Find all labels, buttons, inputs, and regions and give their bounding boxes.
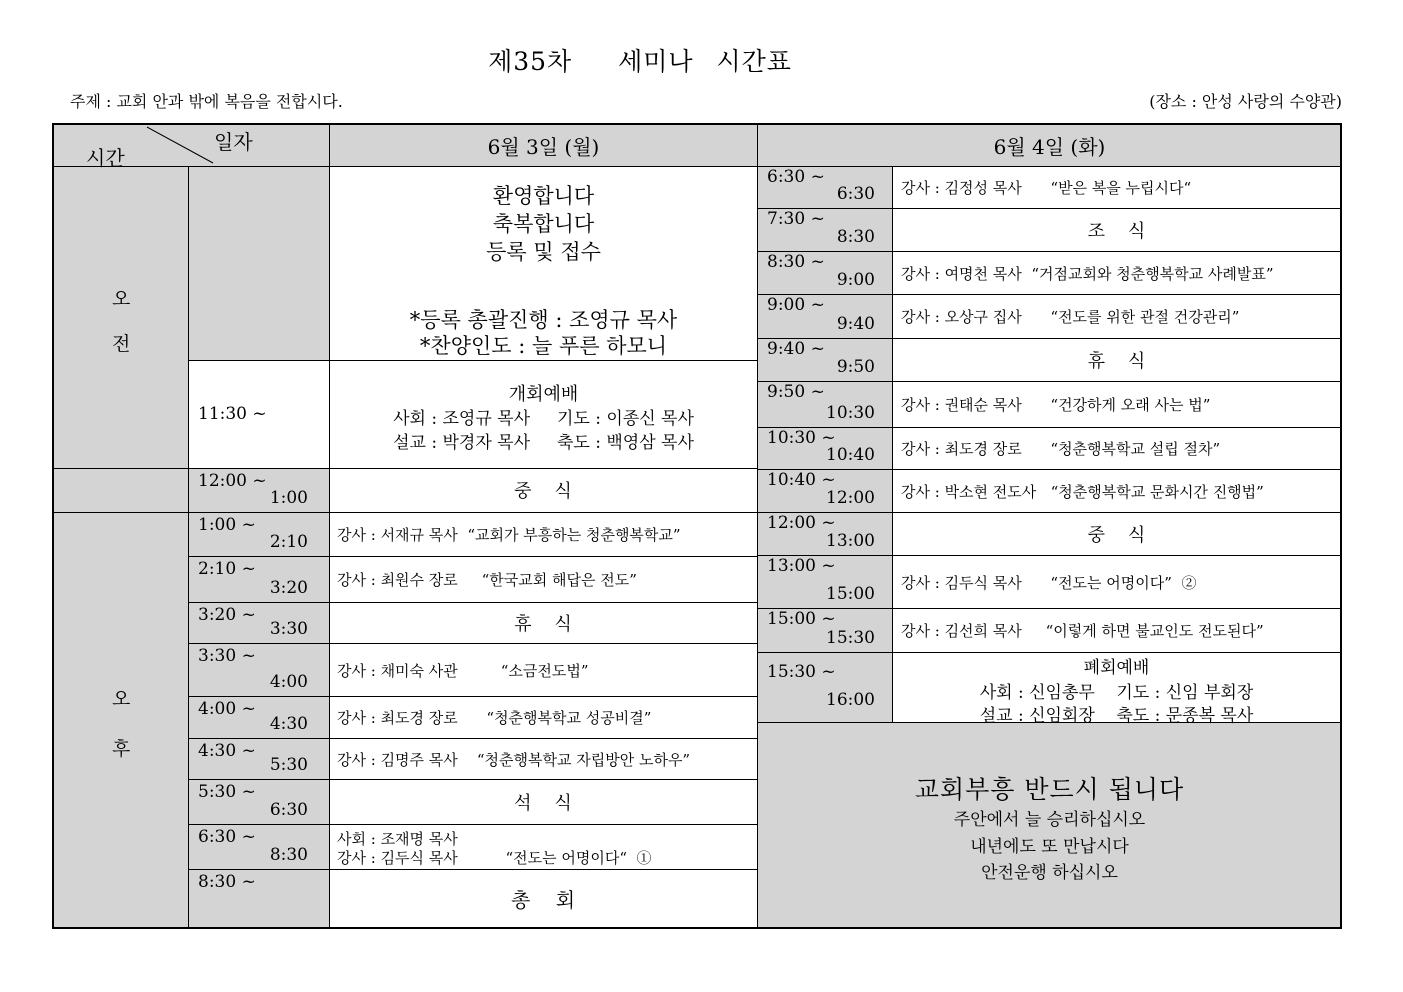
day1-break: 중 식 — [514, 481, 572, 502]
day2-slot-end: 12:00 — [826, 488, 875, 508]
welcome-line-3: 등록 및 접수 — [486, 240, 601, 264]
day2-slot-end: 10:30 — [826, 403, 875, 423]
seminar-place: (장소 : 안성 사랑의 수양관) — [1149, 92, 1342, 111]
farewell-line-1: 주안에서 늘 승리하십시오 — [953, 810, 1146, 830]
day1-lecture: 강사 : 김명주 목사 “청춘행복학교 자립방안 노하우” — [337, 750, 691, 769]
day2-break: 휴 식 — [1087, 350, 1146, 372]
day2-slot-end: 13:00 — [826, 531, 875, 551]
period-pm-2: 후 — [112, 738, 131, 760]
day2-slot-start: 9:40 ~ — [767, 339, 825, 359]
opening-line-2: 설교 : 박경자 목사 축도 : 백영삼 목사 — [393, 433, 694, 453]
day2-slot-start: 12:00 ~ — [767, 513, 836, 533]
farewell-line-2: 내년에도 또 만납시다 — [970, 837, 1129, 857]
day1-slot-start: 12:00 ~ — [198, 471, 267, 491]
day1-session-lecture: 강사 : 김두식 목사 “전도는 어명이다“ ① — [337, 849, 652, 867]
day1-session-host: 사회 : 조재명 목사 — [337, 830, 458, 848]
day2-slot-end: 6:30 — [836, 184, 875, 204]
day1-lecture: 강사 : 서재규 목사 “교회가 부흥하는 청춘행복학교” — [337, 526, 681, 544]
day1-slot-start: 4:00 ~ — [198, 699, 256, 719]
header-time-label: 시간 — [86, 146, 125, 170]
day2-slot-end: 15:30 — [826, 628, 875, 648]
day1-slot-end: 1:00 — [269, 488, 308, 508]
day1-slot-start: 8:30 ~ — [198, 872, 256, 892]
day1-lecture: 강사 : 최원수 장로 “한국교회 해답은 전도” — [337, 571, 637, 589]
day1-slot-start: 4:30 ~ — [198, 741, 256, 761]
day2-slot-end: 8:30 — [836, 227, 875, 247]
day2-slot-start: 10:30 ~ — [767, 428, 836, 448]
day1-slot-start: 3:30 ~ — [198, 646, 256, 666]
period-am-2: 전 — [112, 333, 131, 355]
day1-slot-start: 1:00 ~ — [198, 515, 256, 535]
day1-slot-end: 6:30 — [269, 800, 308, 820]
day2-lecture: 강사 : 김선희 목사 “이렇게 하면 불교인도 전도된다” — [901, 622, 1264, 640]
day2-lecture: 강사 : 김두식 목사 “전도는 어명이다” ② — [901, 573, 1197, 592]
day2-slot-end: 9:50 — [836, 357, 875, 377]
day1-break: 휴 식 — [514, 613, 572, 635]
day2-slot-end: 9:40 — [836, 314, 875, 334]
day1-slot-end: 5:30 — [269, 755, 308, 775]
day1-slot-end: 3:20 — [269, 578, 308, 598]
day2-slot-end: 9:00 — [836, 270, 875, 290]
registration-lead: *등록 총괄진행 : 조영규 목사 — [409, 308, 678, 332]
welcome-line-2: 축복합니다 — [492, 212, 595, 236]
opening-time: 11:30 ~ — [198, 404, 267, 424]
closing-line-1: 사회 : 신임총무 기도 : 신임 부회장 — [979, 683, 1254, 703]
opening-line-1: 사회 : 조영규 목사 기도 : 이종신 목사 — [393, 409, 694, 429]
day2-slot-start: 6:30 ~ — [767, 167, 825, 187]
day2-slot-end: 15:00 — [826, 584, 875, 604]
day2-slot-start: 13:00 ~ — [767, 556, 836, 576]
day1-break: 석 식 — [514, 792, 572, 814]
day1-slot-start: 6:30 ~ — [198, 827, 256, 847]
period-am-1: 오 — [112, 288, 131, 310]
day1-slot-start: 2:10 ~ — [198, 559, 256, 579]
period-pm-1: 오 — [112, 688, 131, 710]
day2-lecture: 강사 : 최도경 장로 “청춘행복학교 설립 절차” — [901, 440, 1221, 458]
farewell-headline: 교회부흥 반드시 됩니다 — [914, 775, 1185, 804]
day2-lecture: 강사 : 여명천 목사 “거점교회와 청춘행복학교 사례발표” — [901, 264, 1274, 283]
day1-lecture: 강사 : 최도경 장로 “청춘행복학교 성공비결” — [337, 709, 652, 727]
header-day1: 6월 3일 (월) — [487, 134, 600, 159]
day2-slot-start: 7:30 ~ — [767, 209, 825, 229]
day1-slot-start: 3:20 ~ — [198, 605, 256, 625]
day1-slot-start: 5:30 ~ — [198, 782, 256, 802]
closing-start: 15:30 ~ — [767, 662, 836, 682]
day2-break: 중 식 — [1087, 524, 1146, 546]
farewell-line-3: 안전운행 하십시오 — [981, 863, 1118, 883]
opening-title: 개회예배 — [508, 384, 579, 405]
day2-slot-end: 10:40 — [826, 445, 875, 465]
day2-slot-start: 15:00 ~ — [767, 609, 836, 629]
day1-slot-end: 3:30 — [269, 619, 308, 639]
day1-slot-end: 4:00 — [269, 672, 308, 692]
closing-end: 16:00 — [826, 690, 875, 710]
day1-break: 총 회 — [510, 888, 576, 912]
day1-slot-end: 8:30 — [269, 845, 308, 865]
praise-lead: *찬양인도 : 늘 푸른 하모니 — [419, 334, 668, 358]
header-date-label: 일자 — [214, 130, 253, 154]
header-day2: 6월 4일 (화) — [993, 134, 1106, 159]
day1-slot-end: 2:10 — [269, 532, 308, 552]
day1-lecture: 강사 : 채미숙 사관 “소금전도법” — [337, 661, 589, 680]
day1-slot-end: 4:30 — [269, 714, 308, 734]
day2-lecture: 강사 : 박소현 전도사 “청춘행복학교 문화시간 진행법” — [901, 482, 1264, 501]
welcome-line-1: 환영합니다 — [492, 184, 595, 208]
day2-slot-start: 8:30 ~ — [767, 252, 825, 272]
day2-slot-start: 9:50 ~ — [767, 382, 825, 402]
closing-line-2: 설교 : 신임회장 축도 : 문종복 목사 — [979, 706, 1254, 726]
seminar-theme: 주제 : 교회 안과 밖에 복음을 전합시다. — [70, 92, 343, 111]
day2-lecture: 강사 : 권태순 목사 “건강하게 오래 사는 법” — [901, 396, 1211, 414]
day2-break: 조 식 — [1087, 220, 1146, 242]
day2-slot-start: 9:00 ~ — [767, 295, 825, 315]
page-title: 제35차 세미나 시간표 — [488, 47, 792, 76]
day2-lecture: 강사 : 오상구 집사 “전도를 위한 관절 건강관리” — [901, 308, 1240, 326]
day2-lecture: 강사 : 김정성 목사 “받은 복을 누립시다“ — [901, 179, 1192, 197]
closing-title: 폐회예배 — [1083, 658, 1150, 678]
day2-slot-start: 10:40 ~ — [767, 470, 836, 490]
